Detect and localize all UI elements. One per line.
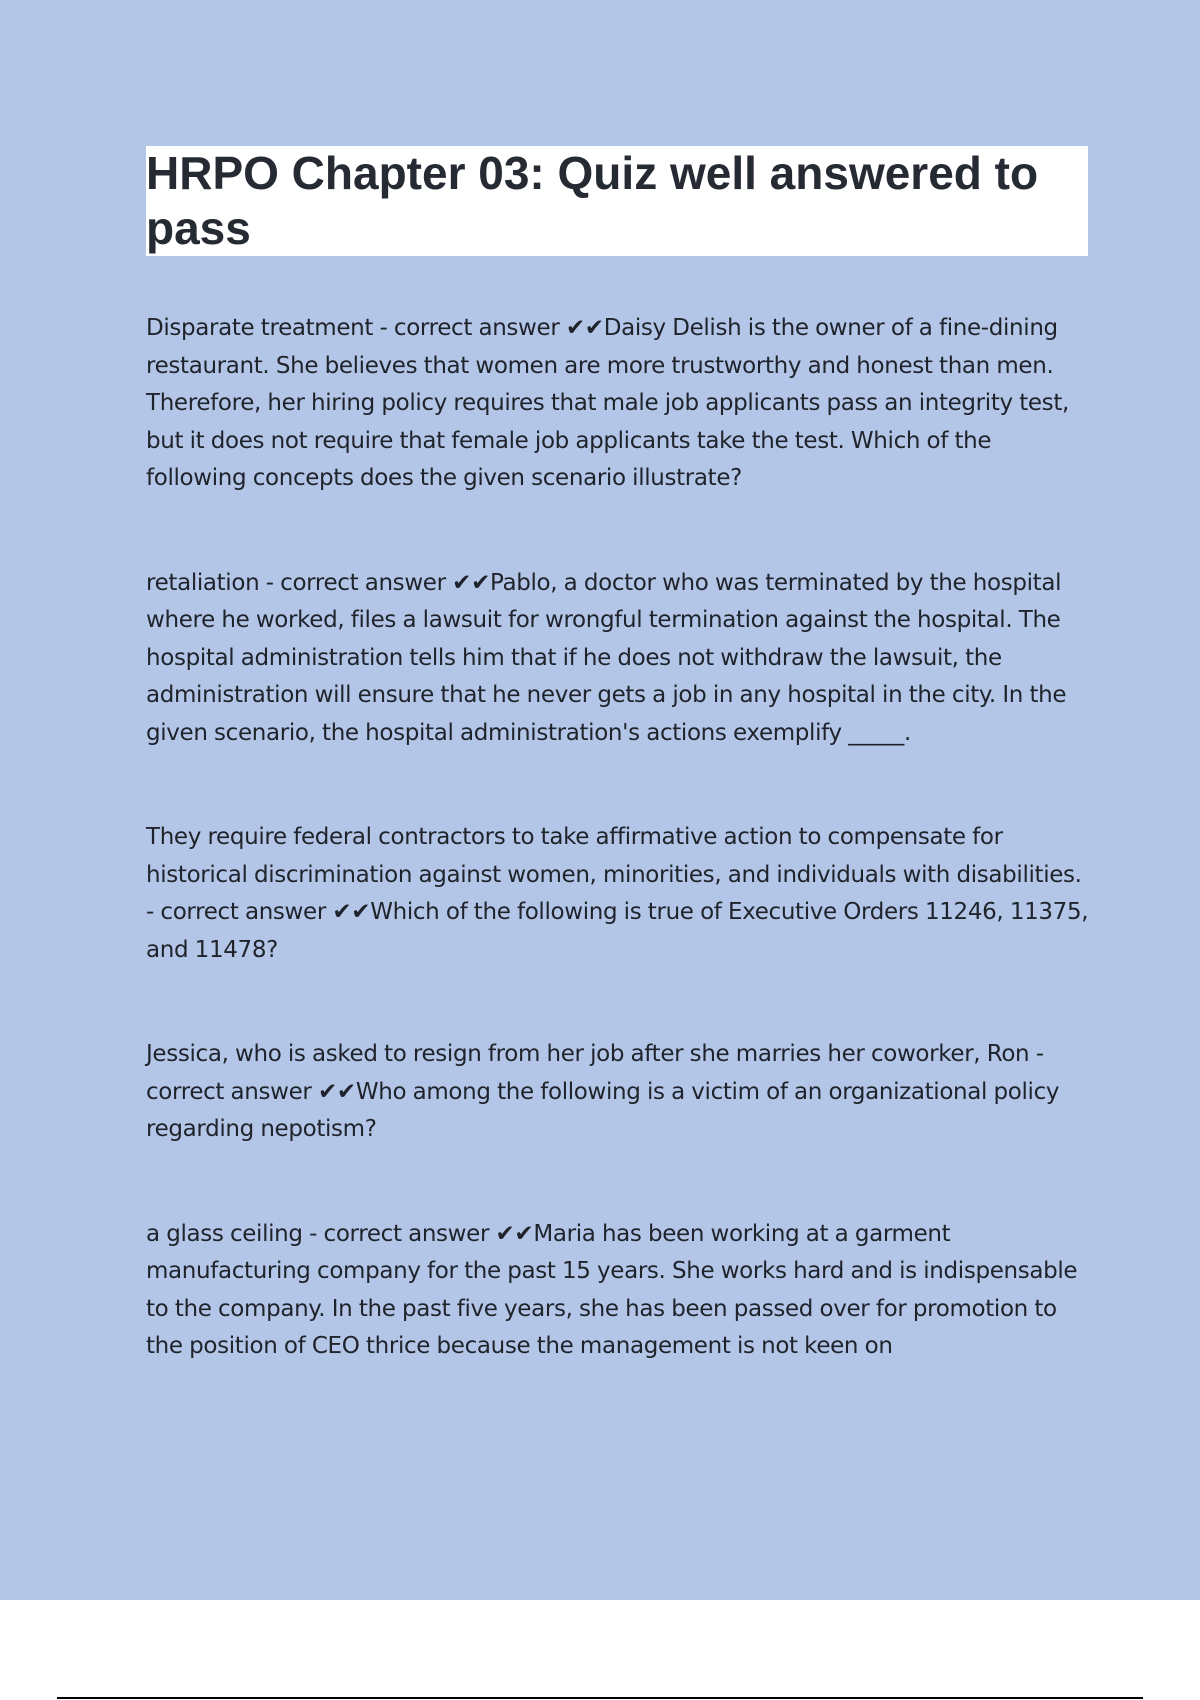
footer-divider xyxy=(57,1697,1143,1699)
title-box xyxy=(146,146,1088,256)
quiz-entries xyxy=(146,310,1091,1433)
quiz-entry-3: They require federal contractors to take affirmative action to compensate for historical discrimination against women, minorities, and individuals with disabilities. - correct answer ✔✔Which of the following is true of Executive Orders 11246, 11375, and 11478? xyxy=(146,824,1089,963)
quiz-entry-4: Jessica, who is asked to resign from her job after she marries her coworker, Ron - correct answer ✔✔Who among the following is a victim of an organizational policy regarding nepotism? xyxy=(146,1041,1060,1142)
quiz-entry-2: retaliation - correct answer ✔✔Pablo, a doctor who was terminated by the hospital where he worked, files a lawsuit for wrongful termination against the hospital. The hospital administration tells him that if he does not withdraw the lawsuit, the administration will ensure that he never gets a job in any hospital in the city. In the given scenario, the hospital administration's actions exemplify _____. xyxy=(146,569,1067,746)
quiz-entry-5: a glass ceiling - correct answer ✔✔Maria has been working at a garment manufacturing company for the past 15 years. She works hard and is indispensable to the company. In the past five years, she has been passed over for promotion to the position of CEO thrice because the management is not keen on xyxy=(146,1220,1078,1359)
quiz-entry-1: Disparate treatment - correct answer ✔✔Daisy Delish is the owner of a fine-dining restaurant. She believes that women are more trustworthy and honest than men. Therefore, her hiring policy requires that male job applicants pass an integrity test, but it does not require that female job applicants take the test. Which of the following concepts does the given scenario illustrate? xyxy=(146,315,1069,491)
page-title: HRPO Chapter 03: Quiz well answered to pass xyxy=(146,147,1039,254)
